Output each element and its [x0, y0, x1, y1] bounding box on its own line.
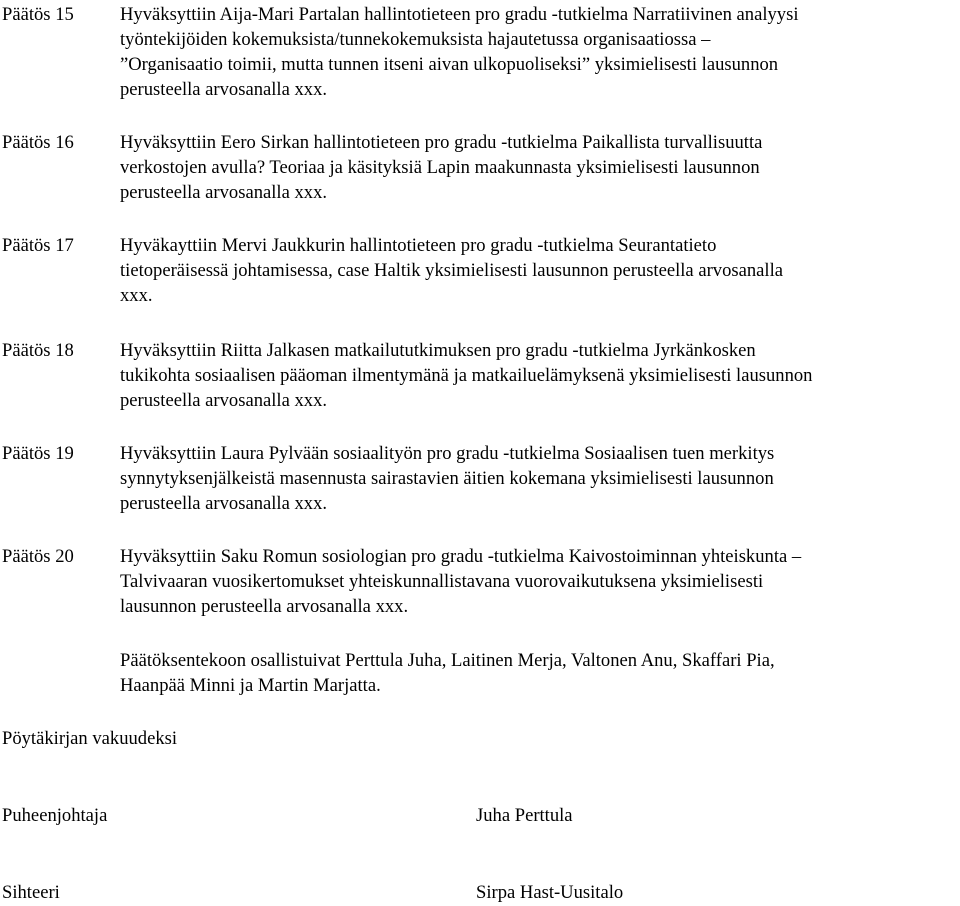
decision-label: Päätös 16 [2, 132, 74, 153]
signature-name: Sirpa Hast-Uusitalo [476, 882, 624, 903]
signature-role: Sihteeri [2, 882, 60, 903]
verification-line: Pöytäkirjan vakuudeksi [2, 728, 178, 749]
decision-label: Päätös 15 [2, 4, 74, 25]
decision-label: Päätös 19 [2, 443, 74, 464]
decision-text: Hyväksyttiin Riitta Jalkasen matkailututkimuksen pro gradu -tutkielma Jyrkänkosken tukikohta sosiaalisen pääoman ilmentymänä ja matkailuelämyksenä yksimielisesti lausunnon perusteella arvosanalla xxx. [120, 340, 813, 411]
signature-role: Puheenjohtaja [2, 805, 108, 826]
participants-paragraph: Päätöksentekoon osallistuivat Perttula Juha, Laitinen Merja, Valtonen Anu, Skaffari Pia, Haanpää Minni ja Martin Marjatta. [120, 650, 775, 696]
decision-text: Hyväksyttiin Saku Romun sosiologian pro gradu -tutkielma Kaivostoiminnan yhteiskunta – Talvivaaran vuosikertomukset yhteiskunnallistavana vuorovaikutuksena yksimielisesti lausunnon perusteella arvosanalla xxx. [120, 546, 802, 617]
signature-name: Juha Perttula [476, 805, 573, 826]
decision-text: Hyväksyttiin Laura Pylvään sosiaalityön pro gradu -tutkielma Sosiaalisen tuen merkitys synnytyksenjälkeistä masennusta sairastavien äitien kokemana yksimielisesti lausunnon perusteella arvosanalla xxx. [120, 443, 775, 514]
decision-label: Päätös 17 [2, 235, 74, 256]
decision-label: Päätös 20 [2, 546, 74, 567]
decision-text: Hyväkayttiin Mervi Jaukkurin hallintotieteen pro gradu -tutkielma Seurantatieto tietoperäisessä johtamisessa, case Haltik yksimielisesti lausunnon perusteella arvosanalla xxx. [120, 235, 783, 306]
decision-label: Päätös 18 [2, 340, 74, 361]
decision-text: Hyväksyttiin Aija-Mari Partalan hallintotieteen pro gradu -tutkielma Narratiivinen analyysi työntekijöiden kokemuksista/tunnekokemuksista hajautetussa organisaatiossa – ”Organisaatio toimii, mutta tunnen itseni aivan ulkopuoliseksi” yksimielisesti lausunnon perusteella arvosanalla xxx. [120, 4, 799, 100]
decision-text: Hyväksyttiin Eero Sirkan hallintotieteen pro gradu -tutkielma Paikallista turvallisuutta verkostojen avulla? Teoriaa ja käsityksiä Lapin maakunnasta yksimielisesti lausunnon perusteella arvosanalla xxx. [120, 132, 763, 203]
